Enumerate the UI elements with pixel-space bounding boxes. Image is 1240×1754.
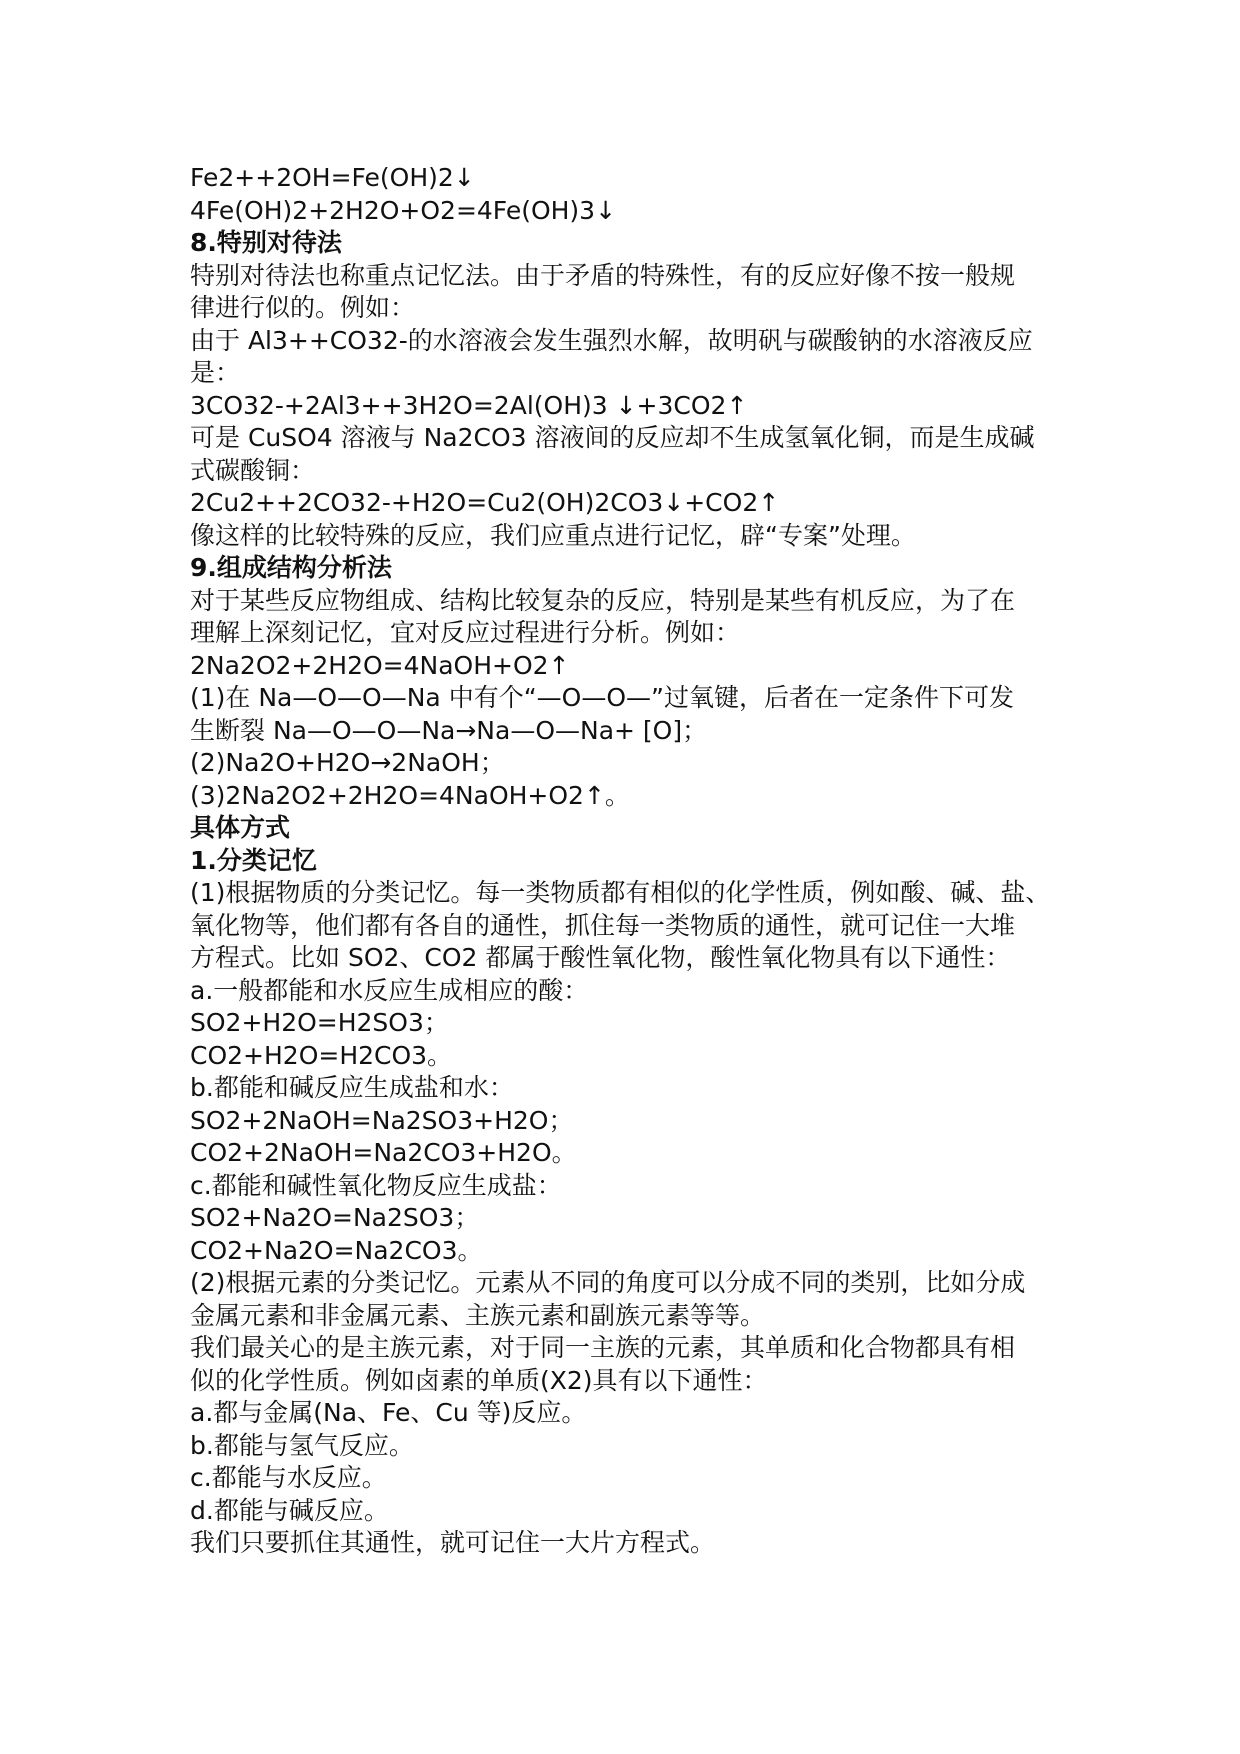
document-page (190, 162, 1090, 1560)
paragraph-line: 特别对待法也称重点记忆法。由于矛盾的特殊性，有的反应好像不按一般规 (190, 260, 1016, 290)
paragraph-line: 像这样的比较特殊的反应，我们应重点进行记忆，辟“专案”处理。 (190, 520, 916, 550)
paragraph-line: 我们最关心的是主族元素，对于同一主族的元素，其单质和化合物都具有相 (190, 1333, 1016, 1362)
equation-line: 4Fe(OH)2+2H2O+O2=4Fe(OH)3↓ (190, 195, 617, 225)
equation-line: 2Na2O2+2H2O=4NaOH+O2↑ (190, 650, 570, 680)
paragraph-line: 律进行似的。例如： (190, 293, 416, 322)
paragraph-line: 方程式。比如 SO2、CO2 都属于酸性氧化物，酸性氧化物具有以下通性： (190, 943, 1011, 972)
paragraph-line: c.都能与水反应。 (190, 1463, 387, 1492)
paragraph-line: a.一般都能和水反应生成相应的酸： (190, 975, 589, 1005)
equation-line: SO2+H2O=H2SO3； (190, 1008, 449, 1037)
paragraph-line: 生断裂 Na—O—O—Na→Na—O—Na+ [O]； (190, 715, 708, 745)
equation-line: (3)2Na2O2+2H2O=4NaOH+O2↑。 (190, 780, 630, 810)
paragraph-line: 可是 CuSO4 溶液与 Na2CO3 溶液间的反应却不生成氢氧化铜，而是生成碱 (190, 423, 1035, 452)
equation-line: CO2+Na2O=Na2CO3。 (190, 1235, 483, 1265)
paragraph-line: 由于 Al3++CO32-的水溶液会发生强烈水解，故明矾与碳酸钠的水溶液反应 (190, 325, 1033, 355)
paragraph-line: c.都能和碱性氧化物反应生成盐： (190, 1170, 562, 1200)
subsection-heading: 1.分类记忆 (190, 845, 317, 875)
equation-line: (2)Na2O+H2O→2NaOH； (190, 748, 505, 777)
equation-line: SO2+2NaOH=Na2SO3+H2O； (190, 1105, 574, 1135)
paragraph-line: d.都能与碱反应。 (190, 1495, 389, 1525)
equation-line: CO2+H2O=H2CO3。 (190, 1040, 453, 1070)
section-heading: 9.组成结构分析法 (190, 553, 392, 582)
paragraph-line: 似的化学性质。例如卤素的单质(X2)具有以下通性： (190, 1365, 768, 1395)
paragraph-line: 是： (190, 358, 241, 387)
equation-line: CO2+2NaOH=Na2CO3+H2O。 (190, 1138, 577, 1167)
paragraph-line: b.都能与氢气反应。 (190, 1430, 414, 1460)
paragraph-line: a.都与金属(Na、Fe、Cu 等)反应。 (190, 1398, 587, 1427)
equation-line: Fe2++2OH=Fe(OH)2↓ (190, 163, 475, 192)
paragraph-line: 式碳酸铜： (190, 455, 316, 485)
equation-line: SO2+Na2O=Na2SO3； (190, 1203, 480, 1232)
paragraph-line: 金属元素和非金属元素、主族元素和副族元素等等。 (190, 1300, 766, 1330)
section-heading: 具体方式 (190, 813, 291, 842)
paragraph-line: 理解上深刻记忆，宜对反应过程进行分析。例如： (190, 618, 741, 647)
paragraph-line: (2)根据元素的分类记忆。元素从不同的角度可以分成不同的类别，比如分成 (190, 1268, 1026, 1297)
paragraph-line: b.都能和碱反应生成盐和水： (190, 1073, 514, 1102)
paragraph-line: 氧化物等，他们都有各自的通性，抓住每一类物质的通性，就可记住一大堆 (190, 910, 1016, 940)
paragraph-line: 我们只要抓住其通性，就可记住一大片方程式。 (190, 1528, 716, 1557)
paragraph-line: (1)根据物质的分类记忆。每一类物质都有相似的化学性质，例如酸、碱、盐、 (190, 878, 1051, 907)
equation-line: 3CO32-+2Al3++3H2O=2Al(OH)3 ↓+3CO2↑ (190, 390, 748, 420)
paragraph-line: 对于某些反应物组成、结构比较复杂的反应，特别是某些有机反应，为了在 (190, 585, 1016, 615)
section-heading: 8.特别对待法 (190, 228, 342, 257)
equation-line: 2Cu2++2CO32-+H2O=Cu2(OH)2CO3↓+CO2↑ (190, 488, 780, 517)
paragraph-line: (1)在 Na—O—O—Na 中有个“—O—O—”过氧键，后者在一定条件下可发 (190, 683, 1014, 712)
